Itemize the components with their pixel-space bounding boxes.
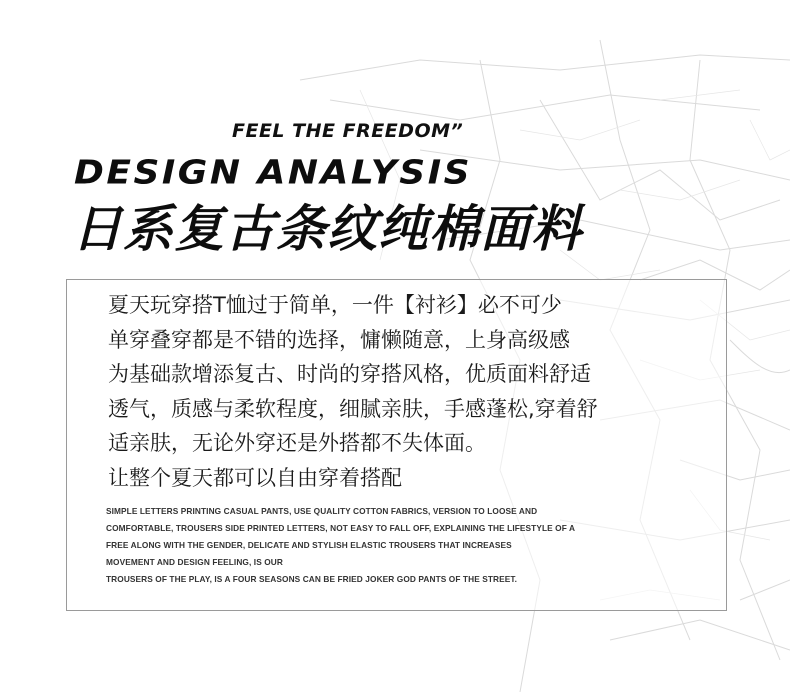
english-line: TROUSERS OF THE PLAY, IS A FOUR SEASONS CAN BE FRIED JOKER GOD PANTS OF THE STREET. bbox=[106, 574, 518, 584]
fabric-title: 日系复古条纹纯棉面料 bbox=[72, 200, 582, 258]
description-line: 让整个夏天都可以自由穿着搭配 bbox=[108, 465, 402, 490]
english-line: SIMPLE LETTERS PRINTING CASUAL PANTS, USE QUALITY COTTON FABRICS, VERSION TO LOOSE AND bbox=[106, 506, 538, 516]
description-chinese bbox=[108, 288, 708, 495]
english-line: MOVEMENT AND DESIGN FEELING, IS OUR bbox=[106, 557, 283, 567]
english-line: COMFORTABLE, TROUSERS SIDE PRINTED LETTERS, NOT EASY TO FALL OFF, EXPLAINING THE LIFESTYLE OF A bbox=[106, 523, 576, 533]
description-line: 适亲肤，无论外穿还是外搭都不失体面。 bbox=[108, 431, 486, 455]
english-line: FREE ALONG WITH THE GENDER, DELICATE AND STYLISH ELASTIC TROUSERS THAT INCREASES bbox=[106, 540, 512, 550]
description-line: 单穿叠穿都是不错的选择，慵懒随意，上身高级感 bbox=[108, 327, 570, 352]
tagline: FEEL THE FREEDOM” bbox=[232, 120, 464, 142]
description-line: 夏天玩穿搭T恤过于简单，一件【衬衫】必不可少 bbox=[108, 293, 562, 317]
description-line: 透气，质感与柔软程度，细腻亲肤，手感蓬松,穿着舒 bbox=[108, 396, 598, 421]
design-analysis-headline: DESIGN ANALYSIS bbox=[74, 154, 473, 192]
description-english bbox=[106, 503, 706, 588]
description-line: 为基础款增添复古、时尚的穿搭风格，优质面料舒适 bbox=[108, 362, 591, 386]
